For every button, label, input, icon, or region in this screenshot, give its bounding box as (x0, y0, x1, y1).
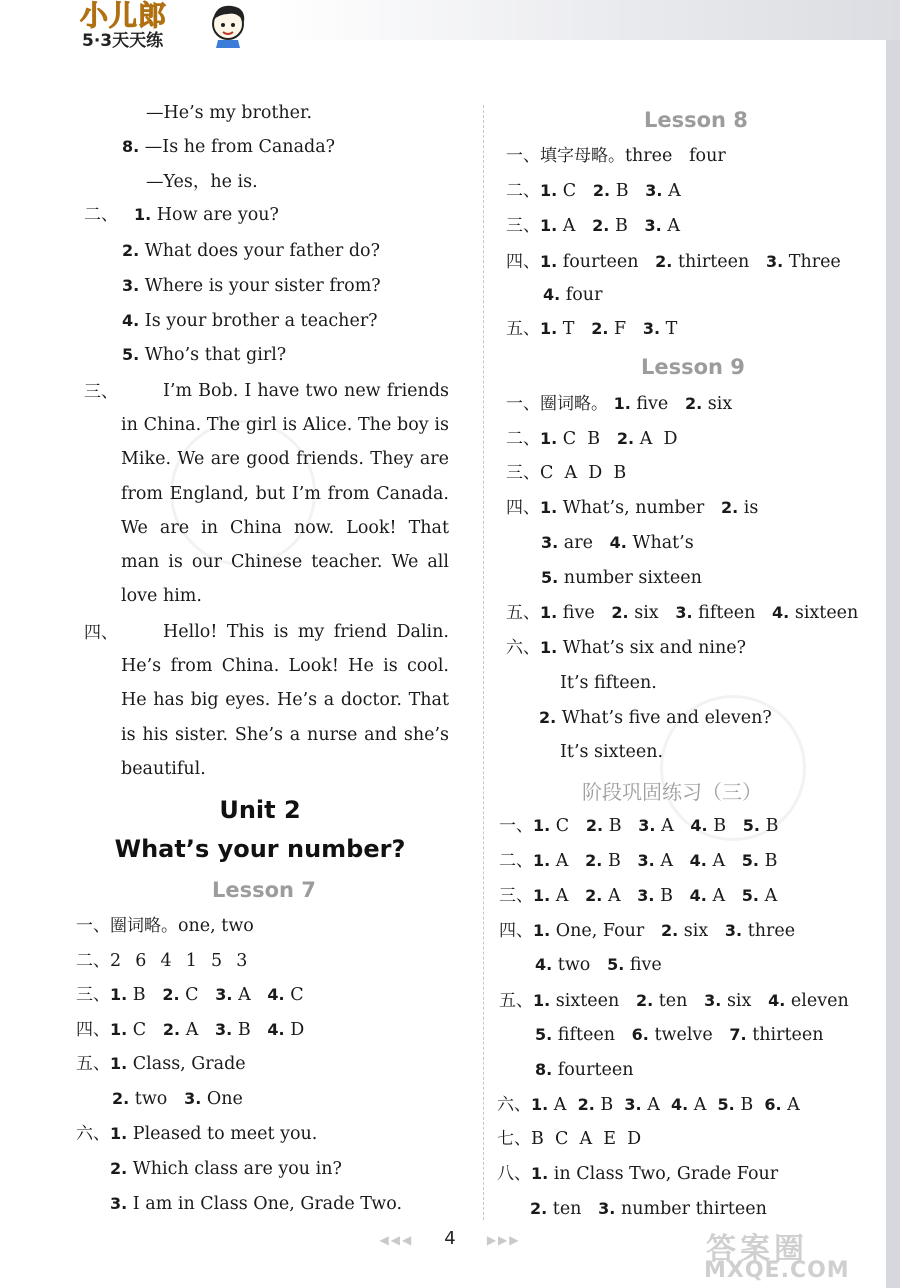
answer-line: 8. fourteen (535, 1060, 634, 1080)
next-arrows-icon: ▶▶▶ (486, 1233, 521, 1247)
answer-line: 三、1. A 2. B 3. A (506, 216, 680, 236)
column-divider (483, 105, 484, 1220)
answer-line: 一、1. C 2. B 3. A 4. B 5. B (499, 816, 779, 836)
answer-line: 四、1. One, Four 2. six 3. three (499, 921, 796, 941)
stage-review-heading: 阶段巩固练习（三） (582, 780, 762, 804)
page-edge-bar (886, 40, 900, 1288)
answer-line: 8. —Is he from Canada? (122, 137, 336, 157)
answer-line: 二、1. C B 2. A D (506, 429, 678, 449)
mascot-icon (202, 0, 250, 48)
answer-line: —Yes，he is. (146, 172, 258, 192)
answer-line: 三、C A D B (506, 463, 627, 483)
answer-line: 四、1. C 2. A 3. B 4. D (76, 1020, 305, 1040)
answer-line: 5. Who’s that girl? (122, 345, 287, 365)
answer-line: 2. What does your father do? (122, 241, 380, 261)
answer-line: 2. ten 3. number thirteen (530, 1199, 767, 1219)
answer-line: 二、1. C 2. B 3. A (506, 181, 681, 201)
answer-line: 四、1. fourteen 2. thirteen 3. Three (506, 252, 841, 272)
watermark-url: MXQE.COM (704, 1258, 850, 1283)
answer-line: 一、圈词略。one, two (76, 916, 254, 936)
lesson-heading: Lesson 8 (644, 108, 748, 132)
brand-series: 5·3天天练 (82, 31, 164, 51)
lesson-heading: Lesson 9 (641, 355, 745, 379)
unit-title: Unit 2 (219, 796, 301, 824)
answer-line: 5. number sixteen (541, 568, 702, 588)
answer-line: 2. Which class are you in? (110, 1159, 342, 1179)
answer-line: 5. fifteen 6. twelve 7. thirteen (535, 1025, 824, 1045)
passage-text: Hello! This is my friend Dalin. He’s from China. Look! He is cool. He has big eyes. He’s a doctor. That is his sister. She’s a nurse and she’s beautiful. (121, 622, 449, 779)
answer-line: 三、1. B 2. C 3. A 4. C (76, 985, 304, 1005)
answer-line: 4. four (543, 285, 603, 305)
answer-line: 3. Where is your sister from? (122, 276, 381, 296)
answer-line: 七、B C A E D (497, 1129, 642, 1149)
answer-line: 四、1. What’s, number 2. is (506, 498, 759, 518)
watermark (696, 1224, 886, 1288)
answer-line: 一、填字母略。three four (506, 146, 726, 166)
answer-line: 八、1. in Class Two, Grade Four (497, 1164, 779, 1184)
answer-line: 五、1. T 2. F 3. T (506, 319, 678, 339)
page-number: 4 (444, 1228, 456, 1249)
answer-line: 三、1. A 2. A 3. B 4. A 5. A (499, 886, 778, 906)
brand-logo (74, 0, 244, 50)
answer-line: 六、1. A 2. B 3. A 4. A 5. B 6. A (497, 1095, 800, 1115)
answer-line: 4. Is your brother a teacher? (122, 311, 378, 331)
prev-arrows-icon: ◀◀◀ (379, 1233, 414, 1247)
answer-line: —He’s my brother. (146, 103, 313, 123)
answer-line: 二、2 6 4 1 5 3 (76, 951, 249, 971)
answer-line: 六、1. What’s six and nine? (506, 638, 746, 658)
answer-line: 一、圈词略。 1. five 2. six (506, 394, 733, 414)
section-label: 四、 (84, 623, 118, 643)
section-label: 三、 (84, 382, 118, 402)
lesson-heading: Lesson 7 (212, 878, 316, 902)
answer-line: 五、1. sixteen 2. ten 3. six 4. eleven (499, 991, 849, 1011)
watermark-logo: 答案圈 (706, 1232, 808, 1267)
brand-name: 小儿郎 (80, 0, 168, 32)
answer-line: 五、1. Class, Grade (76, 1054, 246, 1074)
answer-line: 3. are 4. What’s (541, 533, 694, 553)
answer-line: 二、 1. How are you? (84, 205, 279, 225)
passage-text: I’m Bob. I have two new friends in China. The girl is Alice. The boy is Mike. We are good friends. They are from England, but I’m from Canada. We are in China now. Look! That man is our Chinese teacher. We all love him. (121, 381, 449, 607)
answer-line: It’s sixteen. (560, 742, 664, 762)
answer-line: 3. I am in Class One, Grade Two. (110, 1194, 403, 1214)
unit-subtitle: What’s your number? (114, 835, 406, 863)
answer-line: 五、1. five 2. six 3. fifteen 4. sixteen (506, 603, 859, 623)
answer-line: 4. two 5. five (535, 955, 662, 975)
answer-line: 2. two 3. One (112, 1089, 243, 1109)
answer-line: 二、1. A 2. B 3. A 4. A 5. B (499, 851, 778, 871)
answer-line: It’s fifteen. (560, 673, 657, 693)
answer-line: 六、1. Pleased to meet you. (76, 1124, 318, 1144)
answer-line: 2. What’s five and eleven? (539, 708, 772, 728)
